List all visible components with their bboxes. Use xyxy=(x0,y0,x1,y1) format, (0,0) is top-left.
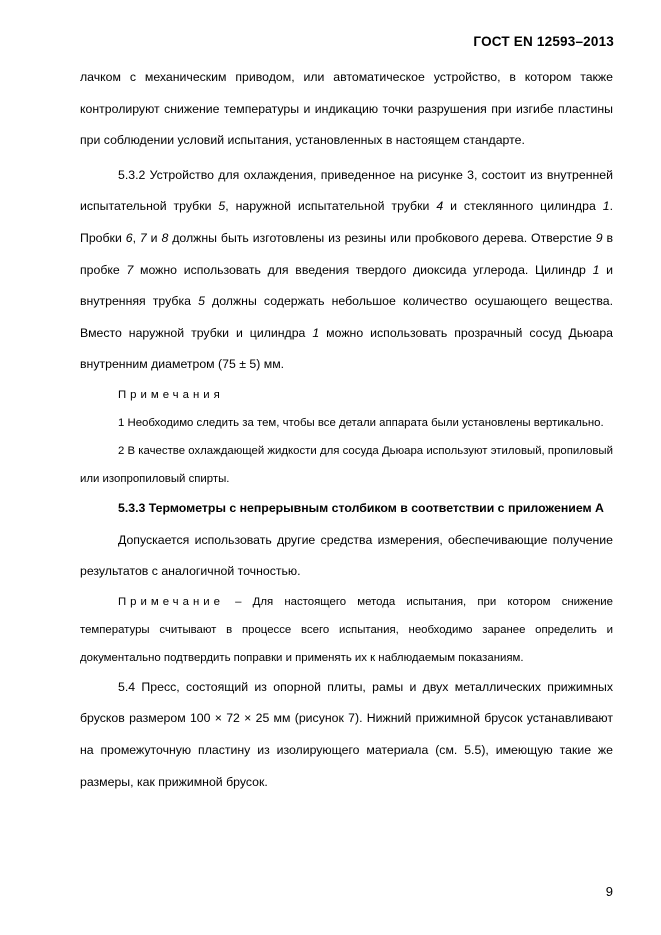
text-run: , наружной испытательной трубки xyxy=(225,199,430,214)
note-2: 2 В качестве охлаждающей жидкости для сосуда Дьюара используют этиловый, пропиловый или изопропиловый спирты. xyxy=(80,444,613,485)
note-1: 1 Необходимо следить за тем, чтобы все детали аппарата были установлены вертикально. xyxy=(118,416,604,429)
note-text: – Для настоящего метода испытания, при котором снижение температуры считывают в процессе всего испытания, необходимо заранее определить и документально подтвердить поправки и применять их к наблюдаемым показаниям. xyxy=(80,595,613,664)
text-run: должны содержать небольшое количество осушающего вещества. Вместо наружной трубки и цилиндра xyxy=(80,294,613,340)
figure-ref: 6 xyxy=(125,230,133,245)
section-heading-5-3-3: 5.3.3 Термометры с непрерывным столбиком в соответствии с приложением А xyxy=(118,500,604,515)
text-run: , xyxy=(132,230,136,245)
text-run: и стеклянного цилиндра xyxy=(443,199,596,214)
paragraph-5-3-2 xyxy=(80,160,613,381)
figure-ref: 4 xyxy=(436,199,444,214)
figure-ref: 8 xyxy=(161,230,169,245)
figure-ref: 1 xyxy=(312,325,320,340)
note-label: Примечание xyxy=(118,595,224,608)
figure-ref: 5 xyxy=(218,199,226,214)
paragraph-alternatives: Допускается использовать другие средства измерения, обеспечивающие получение результатов с аналогичной точностью. xyxy=(80,532,613,579)
text-run: можно использовать для введения твердого диоксида углерода. Цилиндр xyxy=(133,262,586,277)
figure-ref: 1 xyxy=(592,262,600,277)
text-run: и xyxy=(146,230,158,245)
text-run: в пробке xyxy=(80,230,614,277)
figure-ref: 7 xyxy=(126,262,134,277)
document-header: ГОСТ EN 12593–2013 xyxy=(473,34,614,49)
text-run: должны быть изготовлены из резины или пробкового дерева. Отверстие xyxy=(168,230,592,245)
page-number: 9 xyxy=(605,884,613,899)
text-run: и внутренняя трубка xyxy=(80,262,613,309)
figure-ref: 5 xyxy=(198,294,205,309)
figure-ref: 9 xyxy=(595,230,603,245)
document-body xyxy=(80,62,613,798)
notes-heading: Примечания xyxy=(118,388,224,401)
note-3 xyxy=(80,588,613,672)
figure-ref: 7 xyxy=(139,230,147,245)
figure-ref: 1 xyxy=(602,199,610,214)
text-run: 5.3.2 Устройство для охлаждения, приведенное на рисунке 3, состоит из внутренней испытательной трубки xyxy=(80,167,613,214)
text-run: . Пробки xyxy=(80,199,613,245)
paragraph-continuation: лачком с механическим приводом, или автоматическое устройство, в котором также контролируют снижение температуры и индикацию точки разрушения при изгибе пластины при соблюдении условий испытания, установленных в настоящем стандарте. xyxy=(80,70,613,148)
text-run: можно использовать прозрачный сосуд Дьюара внутренним диаметром (75 ± 5) мм. xyxy=(80,325,614,372)
paragraph-5-4: 5.4 Пресс, состоящий из опорной плиты, рамы и двух металлических прижимных брусков размером 100 × 72 × 25 мм (рисунок 7). Нижний прижимной брусок устанавливают на промежуточную пластину из изолирующего материала (см. 5.5), имеющую такие же размеры, как прижимной брусок. xyxy=(80,679,613,789)
